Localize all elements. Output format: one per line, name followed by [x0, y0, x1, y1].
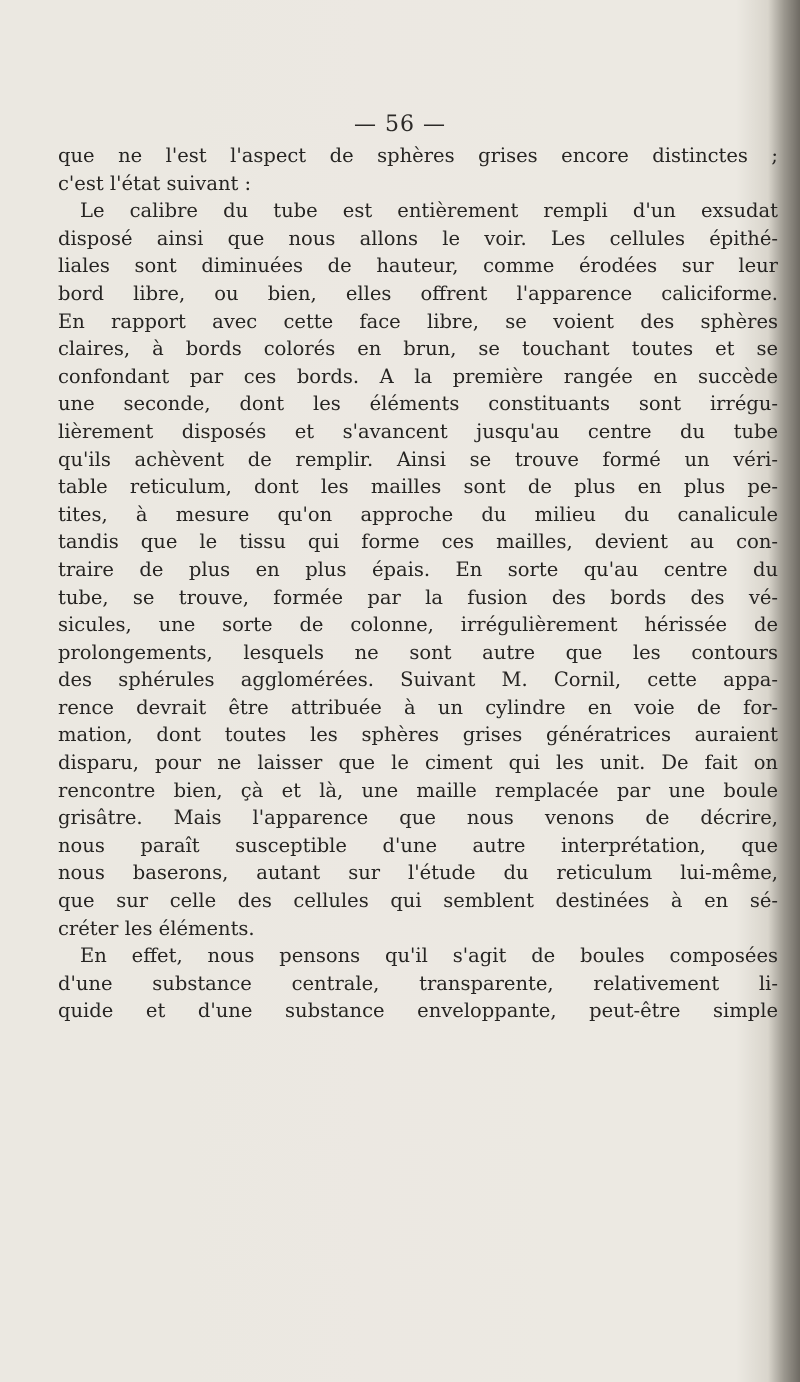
- text-line: grisâtre. Mais l'apparence que nous venons de décrire,: [58, 806, 778, 830]
- text-line: bord libre, ou bien, elles offrent l'apparence caliciforme.: [58, 281, 778, 305]
- text-line: tandis que le tissu qui forme ces mailles, devient au con-: [58, 530, 778, 554]
- text-line: disposé ainsi que nous allons le voir. Les cellules épithé-: [58, 226, 778, 250]
- text-line: liales sont diminuées de hauteur, comme érodées sur leur: [58, 254, 778, 278]
- text-line: des sphérules agglomérées. Suivant M. Cornil, cette appa-: [58, 668, 778, 692]
- text-line: En rapport avec cette face libre, se voient des sphères: [58, 309, 778, 333]
- text-line: rencontre bien, çà et là, une maille remplacée par une boule: [58, 778, 778, 802]
- text-line: lièrement disposés et s'avancent jusqu'au centre du tube: [58, 419, 778, 443]
- text-line: sicules, une sorte de colonne, irrégulièrement hérissée de: [58, 613, 778, 637]
- text-line: que ne l'est l'aspect de sphères grises encore distinctes ;: [58, 144, 778, 167]
- text-line: quide et d'une substance enveloppante, peut-être simple: [58, 999, 778, 1023]
- text-line: tube, se trouve, formée par la fusion des bords des vé-: [58, 585, 778, 609]
- text-line: mation, dont toutes les sphères grises génératrices auraient: [58, 723, 778, 747]
- page-number: — 56 —: [354, 112, 446, 137]
- text-line: table reticulum, dont les mailles sont de plus en plus pe-: [58, 475, 778, 499]
- text-line: qu'ils achèvent de remplir. Ainsi se trouve formé un véri-: [58, 447, 778, 471]
- text-line: disparu, pour ne laisser que le ciment qui les unit. De fait on: [58, 751, 778, 775]
- text-line: nous baserons, autant sur l'étude du reticulum lui-même,: [58, 861, 778, 885]
- text-line: tites, à mesure qu'on approche du milieu du canalicule: [58, 502, 778, 526]
- text-line: une seconde, dont les éléments constituants sont irrégu-: [58, 392, 778, 416]
- text-line: prolongements, lesquels ne sont autre que les contours: [58, 640, 778, 664]
- text-line: rence devrait être attribuée à un cylindre en voie de for-: [58, 695, 778, 719]
- text-line: Le calibre du tube est entièrement rempli d'un exsudat: [80, 199, 778, 223]
- text-line: traire de plus en plus épais. En sorte qu'au centre du: [58, 557, 778, 581]
- text-line: confondant par ces bords. A la première rangée en succède: [58, 364, 778, 388]
- text-line: nous paraît susceptible d'une autre interprétation, que: [58, 833, 778, 857]
- text-line: En effet, nous pensons qu'il s'agit de boules composées: [80, 944, 778, 968]
- text-line: claires, à bords colorés en brun, se touchant toutes et se: [58, 337, 778, 361]
- text-line: c'est l'état suivant :: [58, 171, 252, 195]
- text-line: d'une substance centrale, transparente, relativement li-: [58, 971, 778, 995]
- text-line: que sur celle des cellules qui semblent destinées à en sé-: [58, 889, 778, 913]
- body-text: [58, 142, 778, 1025]
- text-line: créter les éléments.: [58, 916, 255, 940]
